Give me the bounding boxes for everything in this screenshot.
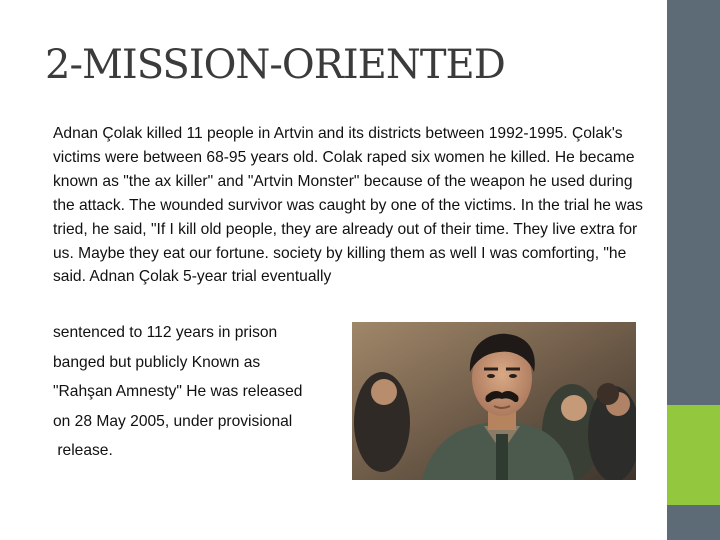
wrapped-line: sentenced to 112 years in prison bbox=[53, 324, 278, 341]
wrapped-line: release. bbox=[53, 442, 113, 459]
slide-title: 2-MISSION-ORIENTED bbox=[45, 42, 505, 88]
accent-block bbox=[667, 405, 720, 505]
wrapped-text bbox=[53, 318, 353, 466]
body-paragraph: Adnan Çolak killed 11 people in Artvin and its districts between 1992-1995. Çolak's victims were between 68-95 years old. Colak raped six women he killed. He became known as "the ax killer" and "Artvin Monster" because of the weapon he used during the attack. The wounded survivor was caught by one of the victims. In the trial he was tried, he said, "If I kill old people, they are already out of their time. They live extra for us. Maybe they eat our fortune. society by killing them as well I was comforting, "he said. Adnan Çolak 5-year trial eventually bbox=[53, 125, 643, 286]
wrapped-line: "Rahşan Amnesty" He was released bbox=[53, 383, 303, 400]
wrapped-line: on 28 May 2005, under provisional bbox=[53, 412, 293, 430]
wrapped-line: banged but publicly Known as bbox=[53, 353, 261, 371]
portrait-photo-illustration bbox=[352, 322, 636, 480]
portrait-photo bbox=[352, 322, 636, 480]
